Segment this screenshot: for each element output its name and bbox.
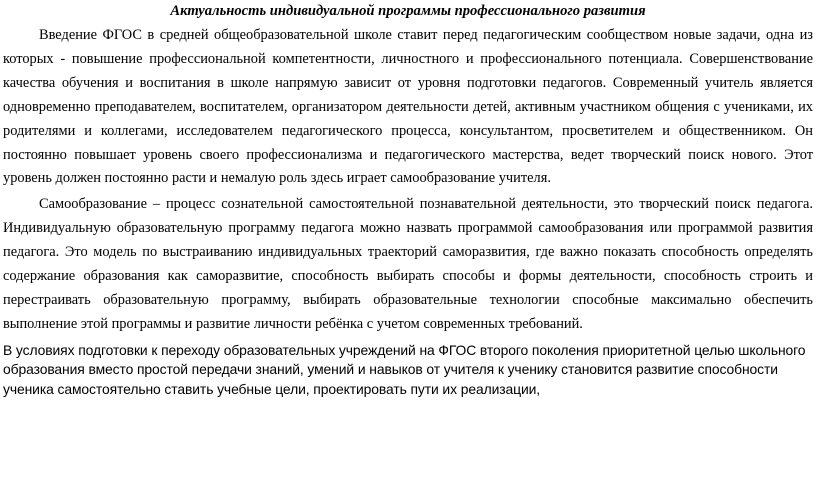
document-title: Актуальность индивидуальной программы профессионального развития	[170, 3, 646, 19]
paragraph-introduction: Введение ФГОС в средней общеобразовательной школе ставит перед педагогическим сообществом новые задачи, одна из которых - повышение профессиональной компетентности, личностного и профессионального потенциала. Совершенствование качества обучения и воспитания в школе напрямую зависит от уровня подготовки педагогов. Современный учитель является одновременно преподавателем, воспитателем, организатором деятельности детей, активным участником общения с учениками, их родителями и коллегами, исследователем педагогического процесса, консультантом, просветителем и общественником. Он постоянно повышает уровень своего профессионализма и педагогического мастерства, ведет творческий поиск нового. Этот уровень должен постоянно расти и немалую роль здесь играет самообразование учителя.	[3, 27, 813, 187]
paragraph-self-education: Самообразование – процесс сознательной самостоятельной познавательной деятельности, это творческий поиск педагога. Индивидуальную образовательную программу педагога можно назвать программой самообразования или программой развития педагога. Это модель по выстраиванию индивидуальных траекторий саморазвития, где важно показать способность определять содержание образования как саморазвитие, способность выбирать способы и формы деятельности, способность строить и перестраивать образовательную программу, выбирать образовательные технологии способные максимально обеспечить выполнение этой программы и развитие личности ребёнка с учетом современных требований.	[3, 196, 813, 332]
paragraph-fgos-goals: В условиях подготовки к переходу образовательных учреждений на ФГОС второго поколения приоритетной целью школьного образования вместо простой передачи знаний, умений и навыков от учителя к ученику становится развитие способности ученика самостоятельно ставить учебные цели, проектировать пути их реализации,	[3, 341, 806, 397]
